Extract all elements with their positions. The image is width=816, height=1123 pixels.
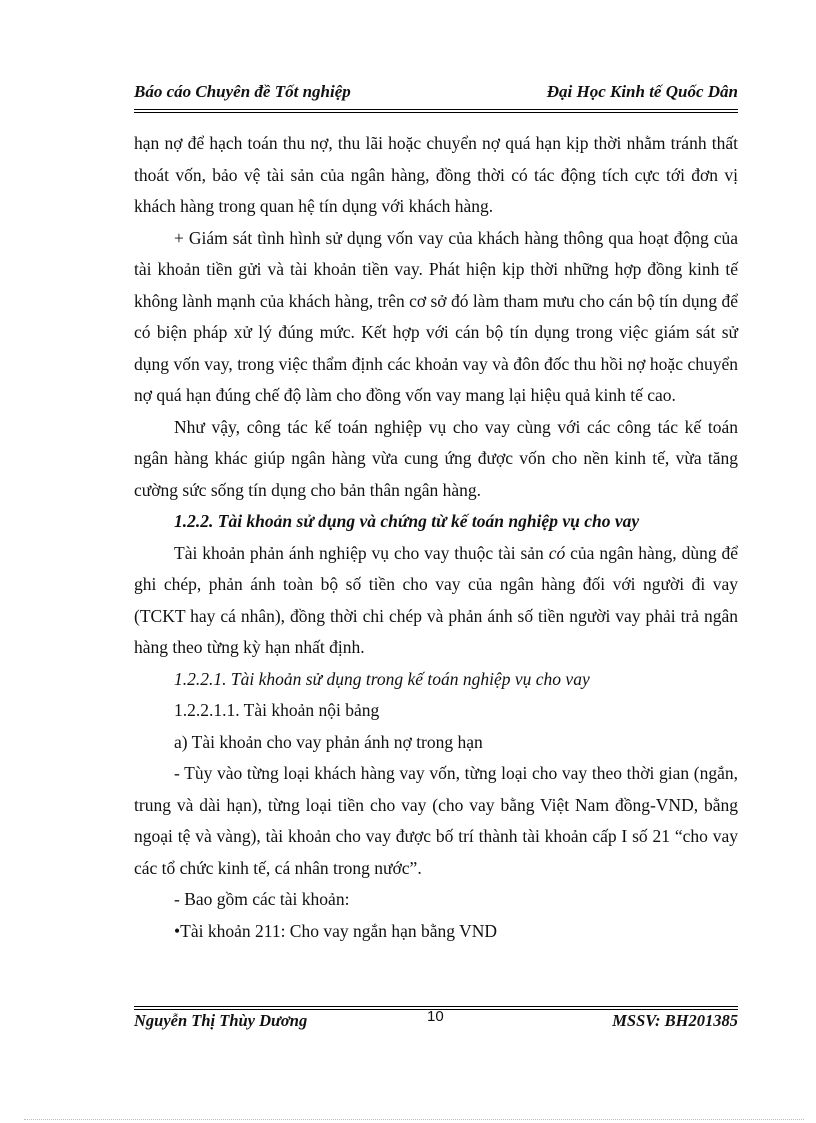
- footer-page-number: 10: [427, 1008, 444, 1025]
- footer-rule: [134, 1006, 738, 1007]
- header-report-title: Báo cáo Chuyên đề Tốt nghiệp: [134, 82, 351, 101]
- page-edge-dotted-line: [24, 1119, 804, 1120]
- section-heading-1-2-2-1-1: 1.2.2.1.1. Tài khoản nội bảng: [174, 700, 380, 720]
- paragraph-4-emphasis: có: [548, 542, 566, 563]
- paragraph-6: - Bao gồm các tài khoản:: [174, 889, 350, 909]
- page-header: [134, 82, 738, 108]
- paragraph-5: - Tùy vào từng loại khách hàng vay vốn, từng loại cho vay theo thời gian (ngắn, trung và dài hạn), từng loại tiền cho vay (cho vay bằng Việt Nam đồng-VND, bằng ngoại tệ và vàng), tài khoản cho vay được bố trí thành tài khoản cấp I số 21 “cho vay các tổ chức kinh tế, cá nhân trong nước”.: [134, 763, 738, 878]
- paragraph-4-part-a: Tài khoản phản ánh nghiệp vụ cho vay thuộc tài sản: [174, 542, 549, 563]
- footer-student-id: MSSV: BH201385: [612, 1011, 738, 1030]
- paragraph-1: hạn nợ để hạch toán thu nợ, thu lãi hoặc chuyển nợ quá hạn kịp thời nhằm tránh thất thoát vốn, bảo vệ tài sản của ngân hàng, đồng thời có tác động tích cực tới đơn vị khách hàng trong quan hệ tín dụng với khách hàng.: [134, 133, 738, 216]
- page-body: [134, 128, 738, 947]
- footer-author: Nguyễn Thị Thùy Dương: [134, 1011, 308, 1030]
- paragraph-3: Như vậy, công tác kế toán nghiệp vụ cho vay cùng với các công tác kế toán ngân hàng khác giúp ngân hàng vừa cung ứng được vốn cho nền kinh tế, vừa tăng cường sức sống tín dụng cho bản thân ngân hàng.: [134, 416, 738, 500]
- header-rule-2: [134, 112, 738, 113]
- header-university: Đại Học Kinh tế Quốc Dân: [546, 82, 738, 101]
- section-heading-1-2-2: 1.2.2. Tài khoản sử dụng và chứng từ kế toán nghiệp vụ cho vay: [174, 511, 640, 531]
- item-a: a) Tài khoản cho vay phản ánh nợ trong hạn: [174, 731, 483, 752]
- section-heading-1-2-2-1: 1.2.2.1. Tài khoản sử dụng trong kế toán nghiệp vụ cho vay: [174, 668, 590, 689]
- paragraph-4: [134, 538, 738, 664]
- header-rule: [134, 109, 738, 110]
- page-footer: [134, 1008, 738, 1035]
- paragraph-4-part-b: của ngân hàng, dùng để ghi chép, phản ánh toàn bộ số tiền cho vay của ngân hàng đối với người đi vay (TCKT hay cá nhân), đồng thời chi chép và phản ánh số tiền người vay phải trả ngân hàng theo từng kỳ hạn nhất định.: [134, 542, 738, 657]
- bullet-account-211: •Tài khoản 211: Cho vay ngắn hạn bằng VND: [174, 920, 498, 941]
- paragraph-2: + Giám sát tình hình sử dụng vốn vay của khách hàng thông qua hoạt động của tài khoản tiền gửi và tài khoản tiền vay. Phát hiện kịp thời những hợp đồng kinh tế không lành mạnh của khách hàng, trên cơ sở đó làm tham mưu cho cán bộ tín dụng để có biện pháp xử lý đúng mức. Kết hợp với cán bộ tín dụng trong việc giám sát sử dụng vốn vay, trong việc thẩm định các khoản vay và đôn đốc thu hồi nợ hoặc chuyển nợ quá hạn đúng chế độ làm cho đồng vốn vay mang lại hiệu quả kinh tế cao.: [134, 227, 738, 405]
